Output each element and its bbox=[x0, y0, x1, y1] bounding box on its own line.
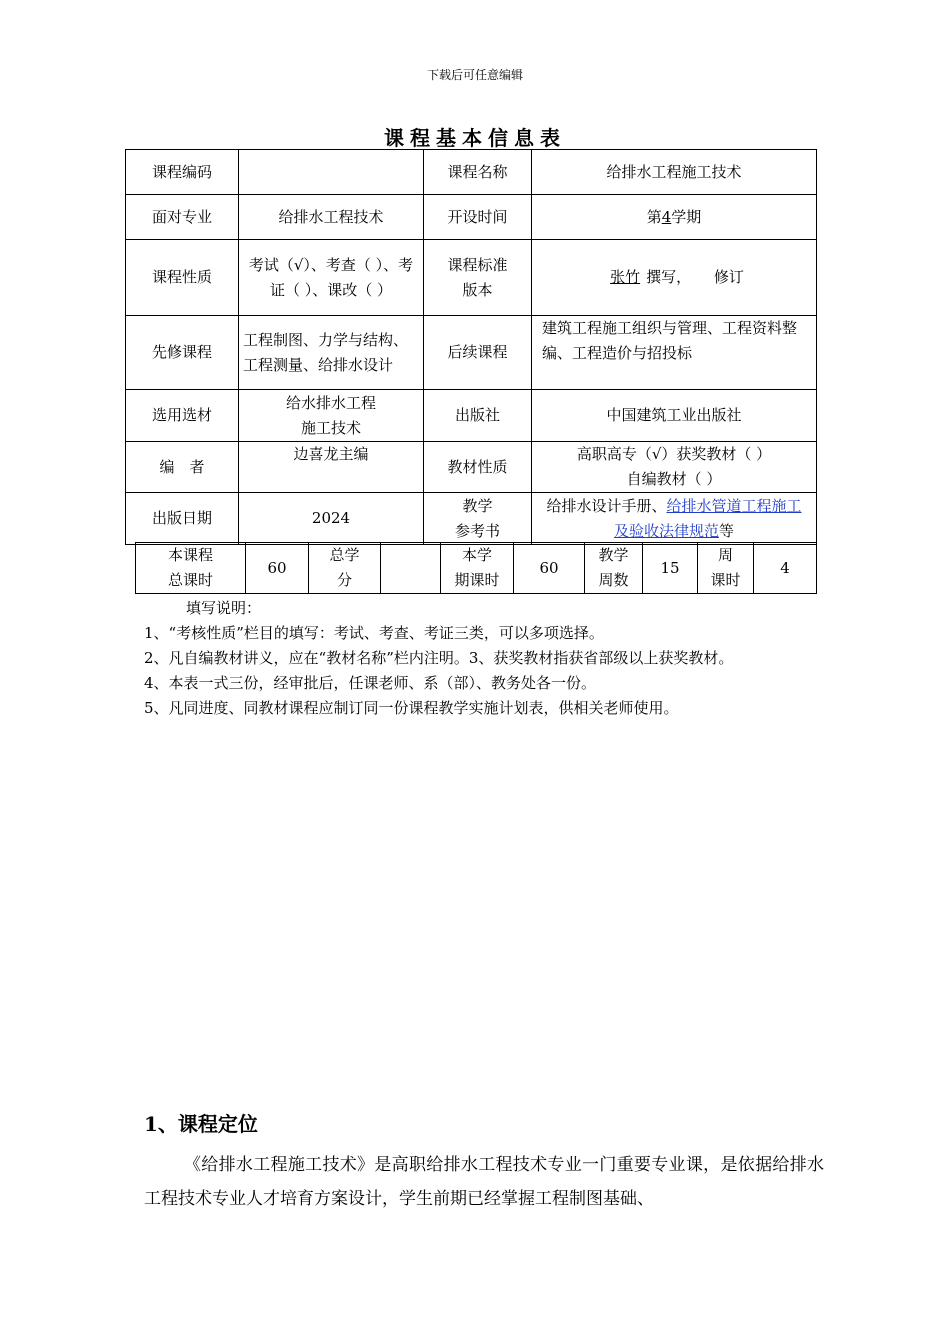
total-hours-value: 60 bbox=[246, 543, 309, 594]
ref-label-line2: 参考书 bbox=[454, 521, 500, 540]
standard-label-line2: 版本 bbox=[462, 280, 493, 299]
standard-author: 张竹 bbox=[610, 268, 641, 286]
ref-prefix: 给排水设计手册、 bbox=[546, 496, 667, 515]
prereq-value: 工程制图、力学与结构、工程测量、给排水设计 bbox=[239, 316, 424, 390]
credit-label-line2: 分 bbox=[336, 571, 352, 589]
credit-value bbox=[381, 543, 441, 594]
table-row bbox=[126, 390, 817, 442]
major-label: 面对专业 bbox=[126, 195, 239, 240]
textbook-label: 选用选材 bbox=[126, 390, 239, 442]
page-title: 课程基本信息表 bbox=[384, 126, 566, 150]
ref-suffix: 等 bbox=[719, 521, 735, 540]
weekly-hours-value: 4 bbox=[754, 543, 817, 594]
textbook-value bbox=[239, 390, 424, 442]
term-hours-label-line1: 本学 bbox=[461, 546, 492, 564]
term-suffix: 学期 bbox=[671, 207, 702, 226]
textbook-line2: 施工技术 bbox=[300, 418, 361, 437]
pub-date-value: 2024 bbox=[239, 493, 424, 545]
table-row bbox=[126, 150, 817, 195]
weekly-hours-label bbox=[698, 543, 754, 594]
table-row bbox=[126, 195, 817, 240]
course-code-value bbox=[239, 150, 424, 195]
weeks-value: 15 bbox=[643, 543, 698, 594]
followup-label: 后续课程 bbox=[424, 316, 532, 390]
total-hours-label-line2: 总课时 bbox=[167, 571, 213, 589]
notes-item-1: 1、“考核性质”栏目的填写：考试、考查、考证三类，可以多项选择。 bbox=[144, 624, 604, 642]
section-paragraph: 《给排水工程施工技术》是高职给排水工程技术专业一门重要专业课，是依据给排水工程技术专业人才培育方案设计，学生前期已经掌握工程制图基础、 bbox=[144, 1155, 824, 1209]
term-number: 4 bbox=[661, 207, 672, 226]
term-label: 开设时间 bbox=[424, 195, 532, 240]
standard-value bbox=[532, 240, 817, 316]
standard-label-line1: 课程标准 bbox=[447, 255, 508, 274]
notes-heading: 填写说明： bbox=[186, 599, 262, 617]
textbook-type-line1: 高职高专（√）获奖教材（ ） bbox=[576, 445, 772, 463]
standard-label bbox=[424, 240, 532, 316]
credit-label bbox=[309, 543, 381, 594]
major-value: 给排水工程技术 bbox=[239, 195, 424, 240]
table-row bbox=[126, 316, 817, 390]
textbook-type-value bbox=[532, 442, 817, 493]
table-row bbox=[126, 442, 817, 493]
weekly-hours-label-line2: 课时 bbox=[710, 571, 741, 589]
ref-value bbox=[532, 493, 817, 545]
course-code-label: 课程编码 bbox=[126, 150, 239, 195]
textbook-line1: 给水排水工程 bbox=[285, 393, 376, 412]
header-note: 下载后可任意编辑 bbox=[426, 68, 523, 82]
term-prefix: 第 bbox=[646, 207, 662, 226]
textbook-type-line2: 自编教材（ ） bbox=[626, 470, 722, 488]
followup-value: 建筑工程施工组织与管理、工程资料整编、工程造价与招投标 bbox=[532, 316, 817, 390]
publisher-label: 出版社 bbox=[424, 390, 532, 442]
prereq-label: 先修课程 bbox=[126, 316, 239, 390]
term-hours-label bbox=[441, 543, 514, 594]
course-name-label: 课程名称 bbox=[424, 150, 532, 195]
weeks-label-line1: 教学 bbox=[598, 546, 629, 564]
ref-link[interactable]: 给排水管道工程施工及验收法律规范 bbox=[613, 496, 802, 540]
total-hours-label-line1: 本课程 bbox=[167, 546, 213, 564]
credit-label-line1: 总学 bbox=[329, 546, 360, 564]
course-hours-table bbox=[135, 542, 817, 594]
table-row bbox=[126, 493, 817, 545]
notes-item-3: 4、本表一式三份，经审批后，任课老师、系（部）、教务处各一份。 bbox=[144, 674, 597, 692]
weekly-hours-label-line1: 周 bbox=[717, 546, 733, 564]
weeks-label-line2: 周数 bbox=[598, 571, 629, 589]
editor-label: 编 者 bbox=[126, 442, 239, 493]
standard-revised: 修订 bbox=[713, 268, 744, 286]
ref-label bbox=[424, 493, 532, 545]
editor-value: 边喜龙主编 bbox=[239, 442, 424, 493]
ref-label-line1: 教学 bbox=[462, 496, 493, 515]
total-hours-label bbox=[136, 543, 246, 594]
nature-value: 考试（√）、考查（ ）、考证（ ）、课改（ ） bbox=[239, 240, 424, 316]
table-row bbox=[136, 543, 817, 594]
textbook-type-label: 教材性质 bbox=[424, 442, 532, 493]
term-hours-value: 60 bbox=[514, 543, 585, 594]
term-value bbox=[532, 195, 817, 240]
publisher-value: 中国建筑工业出版社 bbox=[532, 390, 817, 442]
notes-item-4: 5、凡同进度、同教材课程应制订同一份课程教学实施计划表，供相关老师使用。 bbox=[144, 699, 679, 717]
term-hours-label-line2: 期课时 bbox=[454, 571, 500, 589]
notes-item-2: 2、凡自编教材讲义，应在“教材名称”栏内注明。3、获奖教材指获省部级以上获奖教材。 bbox=[144, 649, 734, 667]
course-info-table bbox=[125, 149, 817, 545]
pub-date-label: 出版日期 bbox=[126, 493, 239, 545]
standard-written: 撰写， bbox=[646, 268, 692, 286]
course-name-value: 给排水工程施工技术 bbox=[532, 150, 817, 195]
fill-instructions bbox=[144, 596, 733, 721]
table-row bbox=[126, 240, 817, 316]
nature-label: 课程性质 bbox=[126, 240, 239, 316]
section-heading: 1、课程定位 bbox=[144, 1112, 258, 1136]
weeks-label bbox=[585, 543, 643, 594]
